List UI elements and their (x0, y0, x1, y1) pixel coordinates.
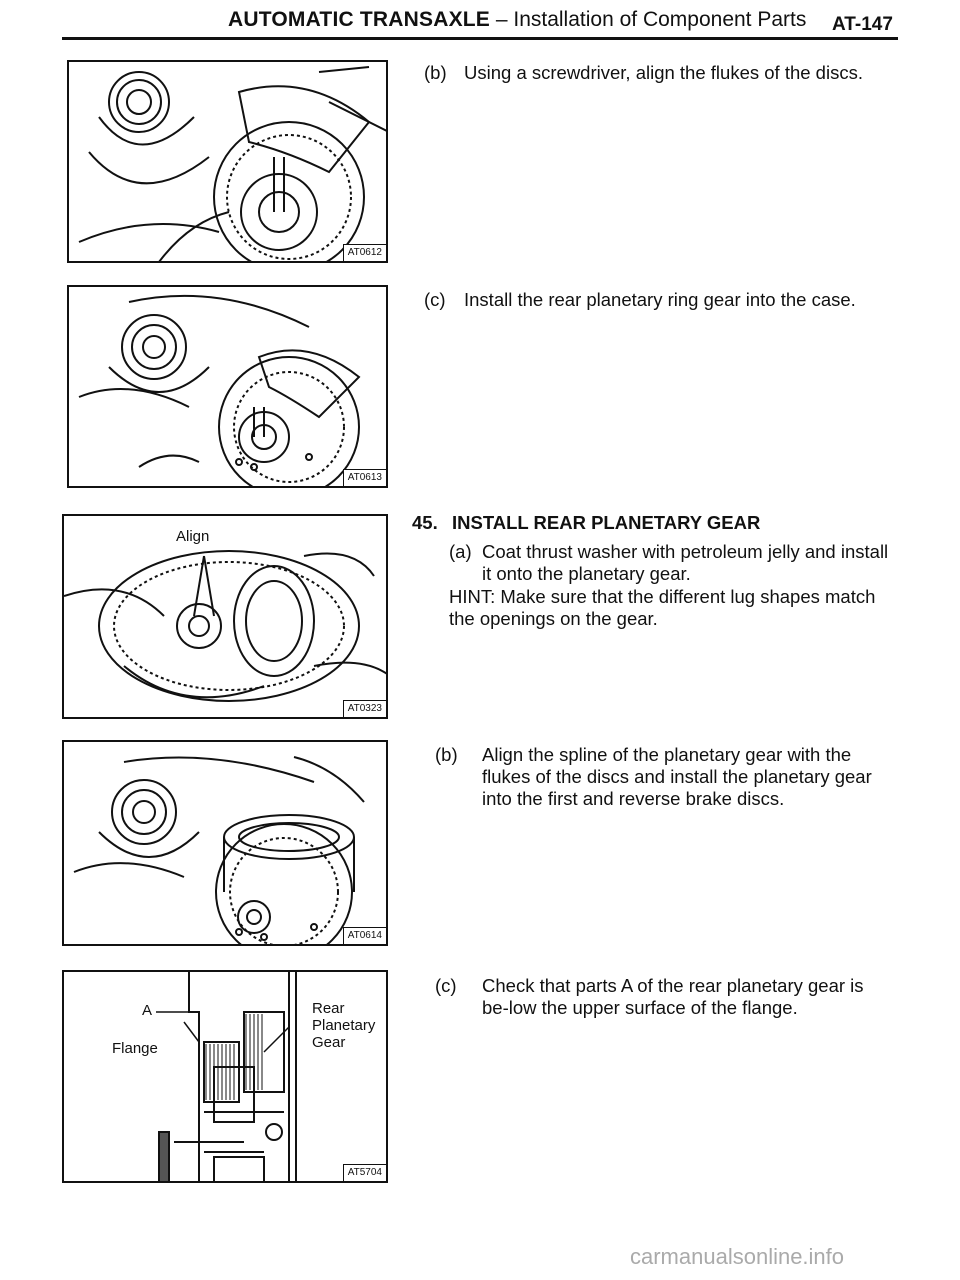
header-title-rest: – Installation of Component Parts (490, 8, 807, 31)
label-rear: Rear (312, 1000, 345, 1017)
step-44c (424, 289, 894, 339)
figure-code: AT0323 (343, 700, 386, 717)
figure-drawing (69, 62, 388, 263)
page-header (0, 0, 960, 40)
step-tag: (b) (435, 744, 458, 765)
header-title (228, 8, 806, 32)
label-gear: Gear (312, 1034, 346, 1051)
figure-code: AT0612 (343, 244, 386, 261)
figure-at0612 (67, 60, 388, 263)
figure-at0614 (62, 740, 388, 946)
step-text: Install the rear planetary ring gear into the case. (464, 289, 856, 310)
step-tag: (c) (424, 289, 446, 310)
figure-drawing (69, 287, 388, 488)
hint-note: HINT: Make sure that the different lug shapes match the openings on the gear. (449, 586, 876, 629)
step-44b (424, 62, 894, 112)
label-align: Align (176, 528, 210, 545)
step-45b (435, 744, 895, 819)
step-tag: (c) (435, 975, 457, 996)
step-45a (449, 541, 894, 591)
figure-code: AT0614 (343, 927, 386, 944)
figure-code: AT5704 (343, 1164, 386, 1181)
figure-at0613 (67, 285, 388, 488)
figure-drawing (64, 742, 388, 946)
step-text: Align the spline of the planetary gear with the flukes of the discs and install the planetary gear into the first and reverse brake discs. (482, 744, 872, 809)
step-title: INSTALL REAR PLANETARY GEAR (452, 512, 761, 533)
step-45-heading (412, 512, 760, 534)
step-45c (435, 975, 895, 1025)
figure-drawing (64, 516, 388, 719)
step-text: Using a screwdriver, align the flukes of the discs. (464, 62, 863, 83)
label-flange: Flange (112, 1040, 158, 1057)
step-tag: (b) (424, 62, 447, 83)
page-number: AT-147 (832, 14, 893, 35)
label-a: A (142, 1002, 153, 1019)
figure-at0323 (62, 514, 388, 719)
step-text: Coat thrust washer with petroleum jelly and install it onto the planetary gear. (482, 541, 889, 584)
figure-at5704 (62, 970, 388, 1183)
step-number: 45. (412, 512, 438, 533)
watermark: carmanualsonline.info (630, 1244, 845, 1269)
header-title-bold: AUTOMATIC TRANSAXLE (228, 8, 491, 31)
figure-code: AT0613 (343, 469, 386, 486)
label-planetary: Planetary (312, 1017, 376, 1034)
step-text: Check that parts A of the rear planetary gear is be-low the upper surface of the flange. (482, 975, 864, 1018)
header-rule (62, 37, 898, 40)
step-tag: (a) (449, 541, 472, 562)
